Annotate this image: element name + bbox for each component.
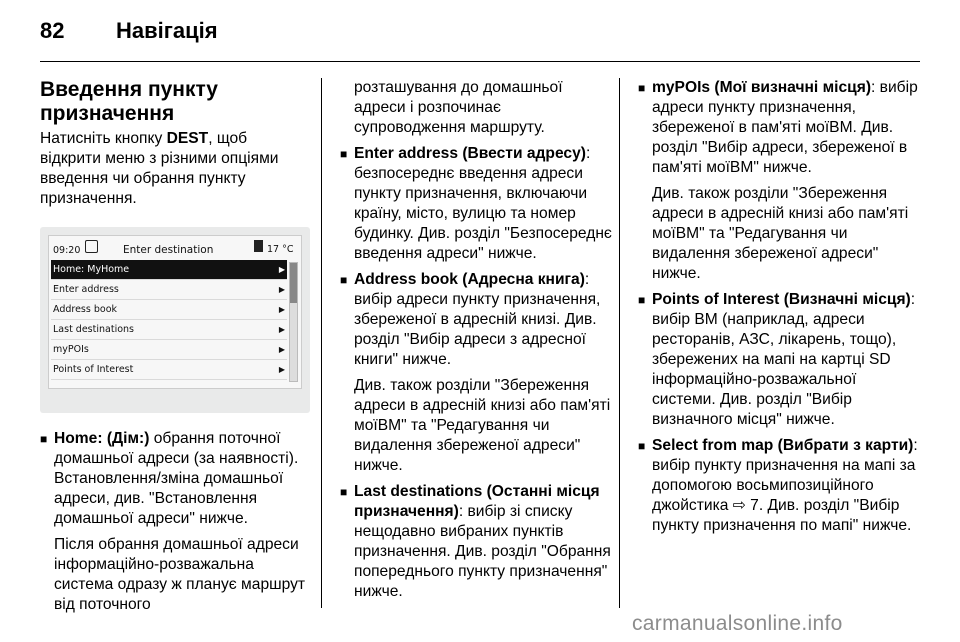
menu-item-home: Home: MyHome ▶: [51, 260, 287, 280]
column-3: [638, 78, 920, 536]
menu-item-points-of-interest: Points of Interest ▶: [51, 360, 287, 380]
arrow-right-icon: ▶: [278, 325, 285, 334]
menu-item-address-book: Address book ▶: [51, 300, 287, 320]
dest-key-label: DEST: [166, 130, 209, 147]
column-1: [40, 78, 310, 615]
menu-item-enter-address: Enter address ▶: [51, 280, 287, 300]
arrow-right-icon: ▶: [278, 285, 285, 294]
arrow-right-icon: ▶: [278, 345, 285, 354]
screen-title: Enter destination: [123, 244, 214, 256]
list-item-points-of-interest: ■ Points of Interest (Визначні місця): вибір ВМ (наприклад, адреси ресторанів, АЗС, лікарень, тощо), збережених на мапі на картці SD інформаційно-розважальної системи. Див. розділ "Вибір визначного місця" нижче.: [638, 290, 920, 430]
arrow-right-icon: ▶: [278, 265, 285, 274]
column-divider: [619, 78, 620, 608]
list-item-last-destinations: ■ Last destinations (Останні місця призначення): вибір зі списку нещодавно вибраних пунктів призначення. Див. розділ "Обрання попереднього пункту призначення" нижче.: [340, 482, 612, 602]
screen-status-bar: [49, 236, 301, 258]
screen-time: 09:20: [53, 245, 81, 256]
page-number: 82: [40, 18, 65, 43]
page-title: Навігація: [116, 18, 218, 43]
column-divider: [321, 78, 322, 608]
screen-scrollbar: [289, 262, 298, 382]
list-item-select-from-map: ■ Select from map (Вибрати з карти): вибір пункту призначення на мапі за допомогою восьмипозиційного джойстика ⇨ 7. Див. розділ "Вибір пункту призначення по мапі" нижче.: [638, 436, 920, 536]
page-reference-arrow-icon: ⇨: [732, 497, 746, 514]
header-rule: [40, 61, 920, 62]
navigation-screen-image: [40, 227, 310, 413]
intro-paragraph: Натисніть кнопку DEST, щоб відкрити меню з різними опціями введення чи обрання пункту призначення.: [40, 130, 279, 207]
clock-icon: [85, 240, 98, 253]
list-item-mypois: ■ myPOIs (Мої визначні місця): вибір адреси пункту призначення, збереженої в пам'яті моїВМ. Див. розділ "Вибір адреси, збереженої в пам'яті моїВМ" нижче. Див. також розділи "Збереження адреси в адресній книзі або пам'яті моїВМ" та "Редагування чи видалення збереженої адреси" нижче.: [638, 78, 920, 284]
continued-text: розташування до домашньої адреси і розпочинає супроводження маршруту.: [354, 79, 563, 136]
watermark: carmanualsonline.info: [632, 612, 843, 635]
column-2: [340, 78, 612, 602]
list-item-address-book: ■ Address book (Адресна книга): вибір адреси пункту призначення, збереженої в адресній книзі. Див. розділ "Вибір адреси з адресної книги" нижче. Див. також розділи "Збереження адреси в адресній книзі або пам'яті моїВМ" та "Редагування чи видалення збереженої адреси" нижче.: [340, 270, 612, 476]
arrow-right-icon: ▶: [278, 365, 285, 374]
arrow-right-icon: ▶: [278, 305, 285, 314]
list-item-home: ■ Home: (Дім:) обрання поточної домашньої адреси (за наявності). Встановлення/зміна домашньої адреси, див. "Встановлення домашньої адреси" нижче. Після обрання домашньої адреси інформаційно-розважальна система одразу ж планує маршрут від поточного: [40, 429, 310, 615]
menu-item-last-destinations: Last destinations ▶: [51, 320, 287, 340]
destination-menu-list: [51, 260, 287, 380]
phone-icon: [254, 240, 263, 252]
page-header: [40, 14, 920, 54]
list-item-enter-address: ■ Enter address (Ввести адресу): безпосереднє введення адреси пункту призначення, включаючи країну, місто, вулицю та номер будинку. Див. розділ "Безпосереднє введення адреси" нижче.: [340, 144, 612, 264]
menu-item-mypois: myPOIs ▶: [51, 340, 287, 360]
screen-temperature: 17 °C: [267, 244, 294, 255]
section-heading: Введення пункту призначення: [40, 78, 218, 125]
